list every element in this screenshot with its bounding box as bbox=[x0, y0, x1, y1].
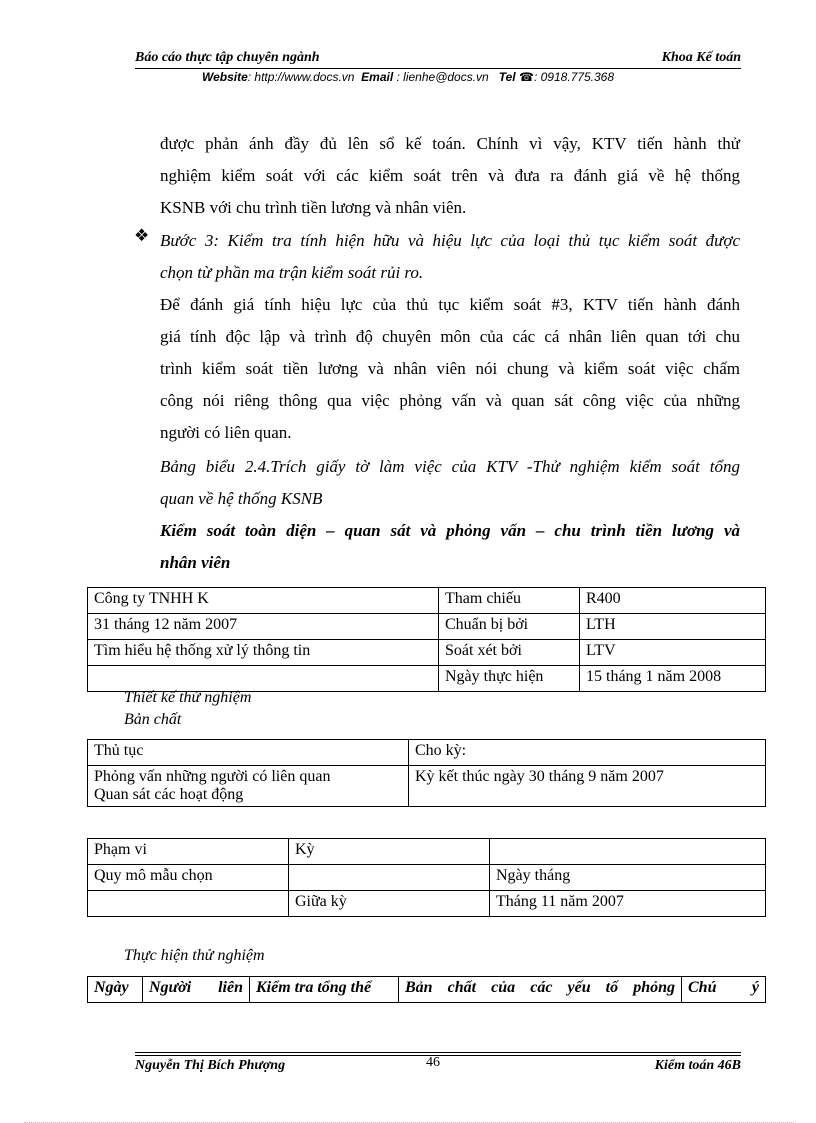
tel-label: Tel bbox=[498, 70, 516, 84]
table-cell: Quy mô mẫu chọn bbox=[88, 865, 289, 891]
paragraph-line: nghiệm kiểm soát với các kiểm soát trên và đưa ra đánh giá về hệ thống bbox=[160, 166, 740, 185]
header-report-title: Báo cáo thực tập chuyên ngành bbox=[135, 50, 320, 65]
table-cell: Tìm hiểu hệ thống xử lý thông tin bbox=[88, 640, 439, 666]
header-divider bbox=[135, 68, 741, 69]
caption-line: quan về hệ thống KSNB bbox=[160, 489, 323, 508]
design-label: Thiết kế thử nghiệm bbox=[124, 689, 252, 706]
scope-table bbox=[87, 838, 766, 917]
table-header-cell: Ngày bbox=[88, 977, 143, 1003]
table-row bbox=[88, 766, 766, 807]
step-3-text bbox=[160, 225, 740, 289]
paragraph-line: KSNB với chu trình tiền lương và nhân viên. bbox=[160, 198, 467, 217]
paragraph-1 bbox=[160, 128, 740, 224]
table-row bbox=[88, 640, 766, 666]
header-text: Người liên bbox=[149, 979, 243, 996]
table-cell: LTH bbox=[580, 614, 766, 640]
table-cell: 31 tháng 12 năm 2007 bbox=[88, 614, 439, 640]
caption-line: Bảng biểu 2.4.Trích giấy tờ làm việc của KTV -Thử nghiệm kiểm soát tổng bbox=[160, 457, 740, 476]
table-cell: Giữa kỳ bbox=[289, 891, 490, 917]
table-cell bbox=[88, 766, 409, 807]
table-cell: Kỳ bbox=[289, 839, 490, 865]
paragraph-line: được phản ánh đầy đủ lên sổ kế toán. Chính vì vậy, KTV tiến hành thử bbox=[160, 134, 740, 153]
table-header-cell bbox=[682, 977, 766, 1003]
table-cell: R400 bbox=[580, 588, 766, 614]
table-row bbox=[88, 865, 766, 891]
header-text: Chú ý bbox=[688, 979, 759, 996]
table-row bbox=[88, 740, 766, 766]
footer-author: Nguyễn Thị Bích Phượng bbox=[135, 1058, 286, 1073]
procedure-line: Quan sát các hoạt động bbox=[94, 786, 244, 803]
website-value: : http://www.docs.vn bbox=[247, 70, 355, 84]
table-caption bbox=[160, 451, 740, 515]
table-cell: Ngày thực hiện bbox=[439, 666, 580, 692]
section-heading bbox=[160, 515, 740, 579]
paragraph-line: Để đánh giá tính hiệu lực của thủ tục kiểm soát #3, KTV tiến hành đánh bbox=[160, 295, 740, 314]
paragraph-line: trình kiểm soát tiền lương và nhân viên nói chung và kiểm soát việc chấm bbox=[160, 359, 740, 378]
table-cell: LTV bbox=[580, 640, 766, 666]
step-line: Bước 3: Kiểm tra tính hiện hữu và hiệu lực của loại thủ tục kiểm soát được bbox=[160, 231, 740, 250]
procedure-line: Phỏng vấn những người có liên quan bbox=[94, 768, 331, 785]
execution-table bbox=[87, 976, 766, 1003]
table-header-cell bbox=[399, 977, 682, 1003]
header-text: Bản chất của các yếu tố phỏng bbox=[405, 979, 675, 996]
table-cell: Soát xét bởi bbox=[439, 640, 580, 666]
step-line: chọn từ phần ma trận kiểm soát rủi ro. bbox=[160, 263, 424, 282]
email-label: Email bbox=[361, 70, 394, 84]
table-row bbox=[88, 839, 766, 865]
workpaper-info-table bbox=[87, 587, 766, 692]
table-cell: Phạm vi bbox=[88, 839, 289, 865]
paragraph-line: công nói riêng thông qua việc phỏng vấn và quan sát công việc của những bbox=[160, 391, 740, 410]
table-cell: Tham chiếu bbox=[439, 588, 580, 614]
table-header-cell bbox=[143, 977, 250, 1003]
table-cell: Thủ tục bbox=[88, 740, 409, 766]
footer-class: Kiểm toán 46B bbox=[654, 1058, 741, 1073]
nature-label: Bản chất bbox=[124, 711, 182, 728]
table-cell: 15 tháng 1 năm 2008 bbox=[580, 666, 766, 692]
table-cell: Cho kỳ: bbox=[409, 740, 766, 766]
paragraph-line: giá tính độc lập và trình độ chuyên môn của các cá nhân liên quan tới chu bbox=[160, 327, 740, 346]
tel-value: : 0918.775.368 bbox=[533, 70, 615, 84]
execution-label: Thực hiện thử nghiệm bbox=[124, 947, 265, 964]
table-cell: Kỳ kết thúc ngày 30 tháng 9 năm 2007 bbox=[409, 766, 766, 807]
phone-icon: ☎ bbox=[519, 70, 534, 84]
table-header-row bbox=[88, 977, 766, 1003]
table-cell: Tháng 11 năm 2007 bbox=[490, 891, 766, 917]
header-department: Khoa Kế toán bbox=[661, 50, 741, 65]
header-contact-line bbox=[0, 70, 816, 84]
footer-divider bbox=[135, 1052, 741, 1053]
table-row bbox=[88, 891, 766, 917]
procedure-table bbox=[87, 739, 766, 807]
heading-line: Kiểm soát toàn diện – quan sát và phỏng vấn – chu trình tiền lương và bbox=[160, 521, 740, 540]
table-header-cell: Kiểm tra tổng thể bbox=[250, 977, 399, 1003]
table-cell bbox=[490, 839, 766, 865]
table-cell bbox=[88, 891, 289, 917]
diamond-bullet-icon: ❖ bbox=[134, 226, 150, 245]
table-row bbox=[88, 614, 766, 640]
website-label: Website bbox=[201, 70, 248, 84]
paragraph-2 bbox=[160, 289, 740, 449]
table-cell: Chuẩn bị bởi bbox=[439, 614, 580, 640]
table-cell: Công ty TNHH K bbox=[88, 588, 439, 614]
page-number: 46 bbox=[426, 1055, 440, 1070]
email-value: : lienhe@docs.vn bbox=[396, 70, 489, 84]
table-cell bbox=[289, 865, 490, 891]
table-row bbox=[88, 588, 766, 614]
heading-line: nhân viên bbox=[160, 553, 231, 572]
paragraph-line: người có liên quan. bbox=[160, 423, 292, 442]
table-cell: Ngày tháng bbox=[490, 865, 766, 891]
